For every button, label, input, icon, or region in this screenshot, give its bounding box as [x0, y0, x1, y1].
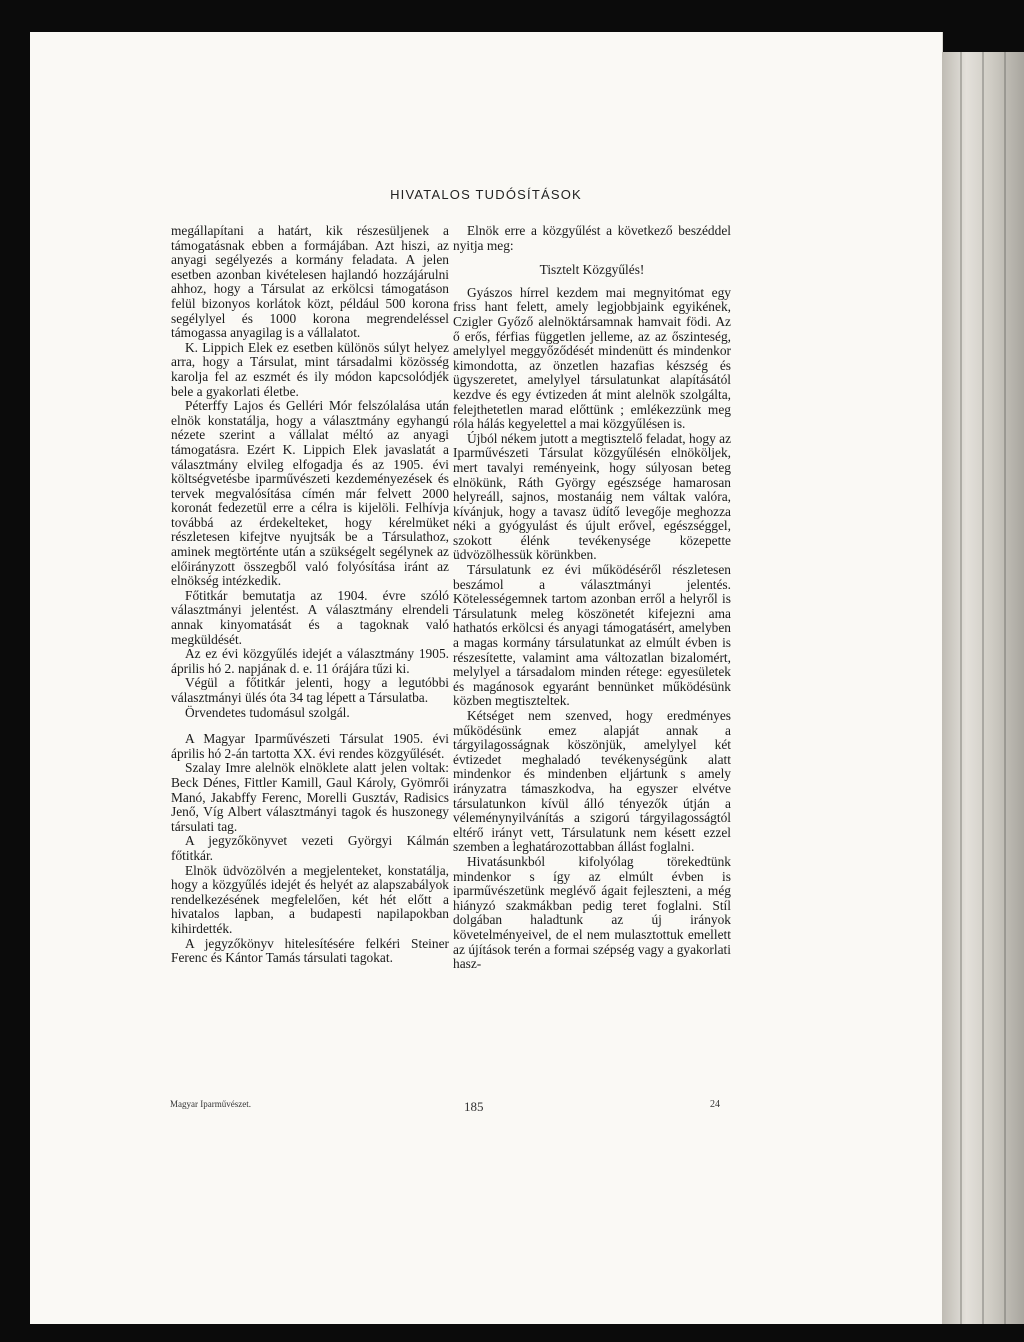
left-column-paragraph: Péterffy Lajos és Gelléri Mór felszólalása után elnök konstatálja, hogy a választmány egyhangú nézete szerint a vállalat méltó az anyagi támogatásra. Ezért K. Lippich Elek javaslatát a választmány elvileg elfogadja és az 1905. évi költségvetésbe iparművészeti kezdeményezések és tervek megvalósítása címén már felvett 2000 koronát fedezetül erre a célra is kijelöli. Felhívja továbbá az érdekelteket, hogy kérelmüket részletesen kifejtve nyujtsák be a Társulathoz, aminek megtörténte után a szükségelt segélynek az előirányzott összegből való folyósítása iránt az elnökség intézkedik. [171, 398, 449, 589]
right-column-paragraph: Tisztelt Közgyűlés! [539, 262, 645, 278]
right-column-paragraph: Újból nékem jutott a megtisztelő feladat, hogy az Iparművészeti Társulat közgyűlésén elnököljek, mert tavalyi reményeink, hogy súlyosan beteg elnökünk, Ráth György egészsége hamarosan helyreáll, sajnos, mostanáig nem váltak valóra, kívánjuk, hogy a tavasz üdítő levegője meghozza néki a gyógyulást és újult erővel, egészséggel, szokott élénk tevékenysége közepette üdvözölhessük körünkben. [453, 430, 732, 563]
left-column-paragraph: A Magyar Iparművészeti Társulat 1905. évi április hó 2-án tartotta XX. évi rendes közgyűlését. [171, 731, 449, 761]
left-column-paragraph: Főtitkár bemutatja az 1904. évre szóló választmányi jelentést. A választmány elrendeli annak kinyomatását és a tagoknak való megküldését. [171, 587, 449, 647]
right-column [453, 224, 731, 972]
book-spine-edge [942, 52, 1024, 1324]
book-page [30, 32, 943, 1324]
left-column-paragraph: megállapítani a határt, kik részesüljenek a támogatásnak ebben a formájában. Azt hiszi, az anyagi segélyezés a kormány feladata. A jelen esetben azonban kivételesen hajlandó hozzájárulni ahhoz, hogy a Társulat az erkölcsi támogatáson felül bizonyos korlátok közt, például 500 korona segélylyel és 1000 korona megrendeléssel támogassa anyagilag is a vállalatot. [171, 223, 449, 341]
right-column-paragraph: Elnök erre a közgyűlést a következő beszéddel nyitja meg: [453, 223, 731, 253]
right-column-paragraph: Hivatásunkból kifolyólag törekedtünk mindenkor s így az elmúlt évben is iparművészetünk meglévő ágait fejleszteni, a még hiányzó szakmákban pedig teret foglalni. Stíl dolgában haladtunk az új irányok követelményeivel, de el nem mulasztottuk emellett az újítások terén a formai szépség vagy a gyakorlati hasz- [453, 853, 731, 972]
right-column-paragraph: Kétséget nem szenved, hogy eredményes működésünk emez alapját annak a tárgyilagosságnak köszönjük, amelylyel két évtizedet meghaladó tevékenységünk alatt mindenkor és mindenben eljártunk s amely irányzatra támaszkodva, ha egyszer elvétve társulatunkon kívül álló tényezők útján a véleménynyilvánítás a szigorú tárgyilagosságtól eltérő irányt vett, Társulatunk nem késett ezzel szemben a leghatározottabban állást foglalni. [453, 708, 731, 855]
left-column-paragraph: A jegyzőkönyv hitelesítésére felkéri Steiner Ferenc és Kántor Tamás társulati tagokat. [171, 935, 449, 966]
left-column-paragraph: Örvendetes tudomásul szolgál. [185, 704, 350, 720]
left-column-paragraph: Elnök üdvözölvén a megjelenteket, konstatálja, hogy a közgyűlés idejét és helyét az alapszabályok rendelkezésének megfelelően, két hét előtt a hivatalos lapban, a budapesti napilapokban kihirdették. [171, 862, 449, 936]
footer-publication: Magyar Iparművészet. [170, 1099, 251, 1109]
running-head: HIVATALOS TUDÓSÍTÁSOK [390, 187, 582, 202]
left-column-paragraph: A jegyzőkönyvet vezeti Györgyi Kálmán főtitkár. [171, 833, 449, 863]
right-column-paragraph: Társulatunk ez évi működéséről részletesen beszámol a választmányi jelentés. Kötelességemnek tartom azonban erről a helyről is Társulatunk meleg köszönetét kifejezni ama hathatós erkölcsi és anyagi támogatásért, amelyben a magas kormány társulatunkat az elmúlt évben is részesítette, valamint ama változatlan bizalomért, melylyel a társadalom minden rétege: egyesületek és magánosok egyaránt bennünket működésünk közben megtiszteltek. [453, 562, 731, 709]
signature-mark: 24 [710, 1099, 720, 1110]
left-column-paragraph: Végül a főtitkár jelenti, hogy a legutóbbi választmányi ülés óta 34 tag lépett a Társulatba. [171, 675, 449, 705]
page-number: 185 [464, 1099, 484, 1114]
left-column [171, 224, 449, 966]
left-column-paragraph: Szalay Imre alelnök elnöklete alatt jelen voltak: Beck Dénes, Fittler Kamill, Gaul Károly, Gyömrői Manó, Jakabffy Ferenc, Morelli Gusztáv, Radisics Jenő, Víg Albert választmányi tagok és huszonegy társulati tag. [171, 760, 449, 834]
right-column-paragraph: Gyászos hírrel kezdem mai megnyitómat egy friss hant felett, amely legjobbjaink egyikének, Czigler Győző alelnöktársamnak hamvait födi. Az ő erős, férfias független jelleme, az az őszinteség, amelylyel meggyőződését mindenütt és mindenkor kimondotta, az önzetlen hazafias készség és ügyszeretet, amelylyel társulatunkat alapításától kezdve és egy évtizeden át mint alelnök szolgálta, felejthetetlen marad előttünk ; emlékezzünk meg róla hálás kegyelettel a mai közgyűlésen is. [453, 284, 731, 432]
left-column-paragraph: K. Lippich Elek ez esetben különös súlyt helyez arra, hogy a Társulat, mint társadalmi közösség karolja fel az eszmét és ily módon kapcsolódjék bele a gyakorlati életbe. [171, 339, 449, 399]
left-column-paragraph: Az ez évi közgyűlés idejét a választmány 1905. április hó 2. napjának d. e. 11 órájára tűzi ki. [171, 646, 449, 676]
